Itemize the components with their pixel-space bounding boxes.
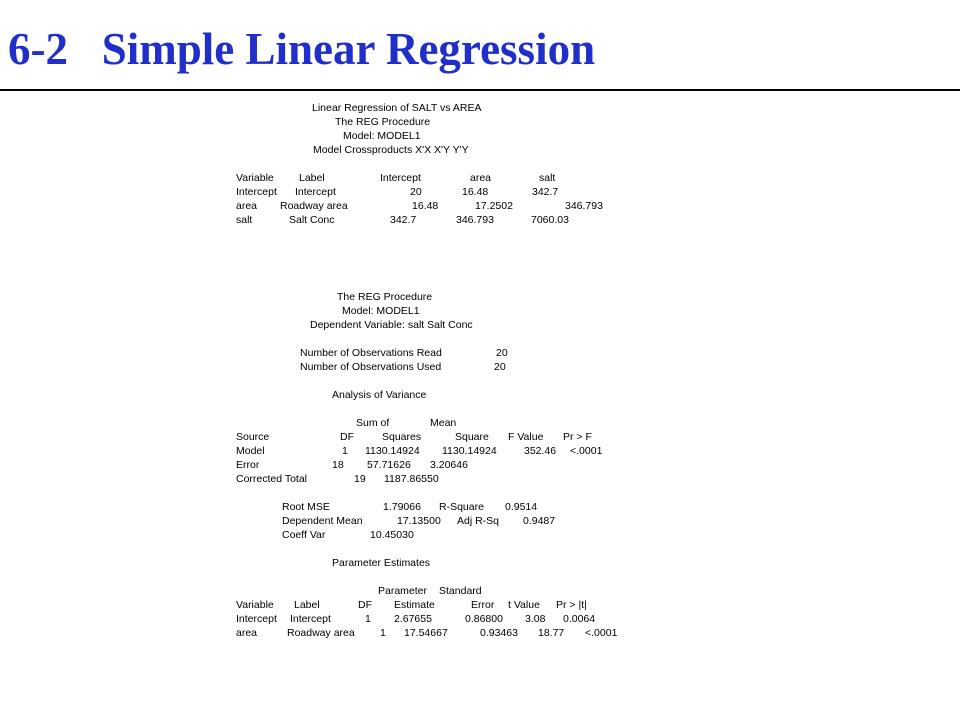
- obs-read-value: 20: [496, 347, 508, 359]
- fit-rootmse-value: 1.79066: [383, 501, 421, 513]
- params-title: Parameter Estimates: [332, 557, 431, 569]
- xp-header-variable: Variable: [236, 172, 274, 184]
- anova-head-square: Square: [455, 431, 489, 443]
- anova-error-ss: 57.71626: [367, 459, 411, 471]
- xp-r2-salt: 7060.03: [531, 214, 569, 226]
- xp-header-intercept: Intercept: [380, 172, 421, 184]
- params-head-parameter: Parameter: [378, 585, 428, 597]
- anova-model-f: 352.46: [524, 445, 557, 457]
- title-text: Simple Linear Regression: [101, 24, 596, 74]
- proc-title: Linear Regression of SALT vs AREA: [312, 102, 482, 114]
- xp-r0-salt: 342.7: [532, 186, 559, 198]
- anova-head-df: DF: [340, 431, 354, 443]
- params-head-df: DF: [358, 599, 372, 611]
- fit-adjrsq-label: Adj R-Sq: [457, 515, 500, 527]
- xp-r1-intercept: 16.48: [412, 200, 439, 212]
- params-r0-estimate: 2.67655: [394, 613, 432, 625]
- anova-head-prf: Pr > F: [563, 431, 592, 443]
- obs-used-label: Number of Observations Used: [300, 361, 442, 373]
- xp-header-label: Label: [299, 172, 325, 184]
- params-r1-tvalue: 18.77: [538, 627, 565, 639]
- anova-model-ss: 1130.14924: [365, 445, 420, 457]
- anova-error-df: 18: [332, 459, 344, 471]
- proc-name: The REG Procedure: [335, 116, 431, 128]
- anova-total-source: Corrected Total: [236, 473, 308, 485]
- anova-head-source: Source: [236, 431, 270, 443]
- fit-depmean-label: Dependent Mean: [282, 515, 363, 527]
- title-number: 6-2: [8, 24, 68, 74]
- params-r1-p: <.0001: [585, 627, 618, 639]
- fit-coeffvar-value: 10.45030: [370, 529, 414, 541]
- xp-r1-area: 17.2502: [475, 200, 513, 212]
- xp-r0-variable: Intercept: [236, 186, 277, 198]
- params-r1-df: 1: [380, 627, 386, 639]
- fit-depmean-value: 17.13500: [397, 515, 441, 527]
- crossproducts-title: Model Crossproducts X'X X'Y Y'Y: [313, 144, 469, 156]
- params-r1-label: Roadway area: [287, 627, 355, 639]
- xp-r2-intercept: 342.7: [390, 214, 417, 226]
- anova-head-squares: Squares: [382, 431, 422, 443]
- model-name: Model: MODEL1: [343, 130, 421, 142]
- params-head-tvalue: t Value: [508, 599, 540, 611]
- xp-header-area: area: [470, 172, 492, 184]
- xp-r1-variable: area: [236, 200, 258, 212]
- anova-model-df: 1: [342, 445, 348, 457]
- params-r0-tvalue: 3.08: [525, 613, 546, 625]
- anova-model-ms: 1130.14924: [442, 445, 497, 457]
- xp-r2-variable: salt: [236, 214, 253, 226]
- params-r1-error: 0.93463: [480, 627, 518, 639]
- anova-error-ms: 3.20646: [430, 459, 468, 471]
- params-head-label: Label: [294, 599, 320, 611]
- fit-adjrsq-value: 0.9487: [523, 515, 556, 527]
- model-name-2: Model: MODEL1: [342, 305, 420, 317]
- xp-r0-intercept: 20: [410, 186, 422, 198]
- xp-r1-salt: 346.793: [565, 200, 603, 212]
- fit-coeffvar-label: Coeff Var: [282, 529, 326, 541]
- fit-rsquare-label: R-Square: [439, 501, 484, 513]
- proc-name-2: The REG Procedure: [337, 291, 433, 303]
- params-r1-variable: area: [236, 627, 258, 639]
- anova-head-fvalue: F Value: [508, 431, 544, 443]
- dependent-variable: Dependent Variable: salt Salt Conc: [310, 319, 473, 331]
- fit-rsquare-value: 0.9514: [505, 501, 538, 513]
- obs-used-value: 20: [494, 361, 506, 373]
- xp-r0-area: 16.48: [462, 186, 489, 198]
- params-head-estimate: Estimate: [394, 599, 435, 611]
- anova-title: Analysis of Variance: [332, 389, 427, 401]
- anova-head-mean: Mean: [430, 417, 457, 429]
- params-r0-df: 1: [365, 613, 371, 625]
- anova-total-ss: 1187.86550: [384, 473, 439, 485]
- xp-r0-label: Intercept: [295, 186, 336, 198]
- xp-r2-area: 346.793: [456, 214, 494, 226]
- xp-header-salt: salt: [539, 172, 556, 184]
- params-head-variable: Variable: [236, 599, 274, 611]
- params-r0-label: Intercept: [290, 613, 331, 625]
- anova-head-sumof: Sum of: [356, 417, 390, 429]
- params-r1-estimate: 17.54667: [404, 627, 448, 639]
- obs-read-label: Number of Observations Read: [300, 347, 442, 359]
- params-head-prt: Pr > |t|: [556, 599, 587, 611]
- xp-r2-label: Salt Conc: [289, 214, 335, 226]
- anova-total-df: 19: [354, 473, 366, 485]
- params-r0-variable: Intercept: [236, 613, 277, 625]
- params-r0-error: 0.86800: [465, 613, 503, 625]
- anova-error-source: Error: [236, 459, 260, 471]
- xp-r1-label: Roadway area: [280, 200, 348, 212]
- anova-model-p: <.0001: [570, 445, 603, 457]
- fit-rootmse-label: Root MSE: [282, 501, 330, 513]
- params-head-error: Error: [471, 599, 495, 611]
- anova-model-source: Model: [236, 445, 265, 457]
- params-r0-p: 0.0064: [563, 613, 596, 625]
- params-head-standard: Standard: [439, 585, 482, 597]
